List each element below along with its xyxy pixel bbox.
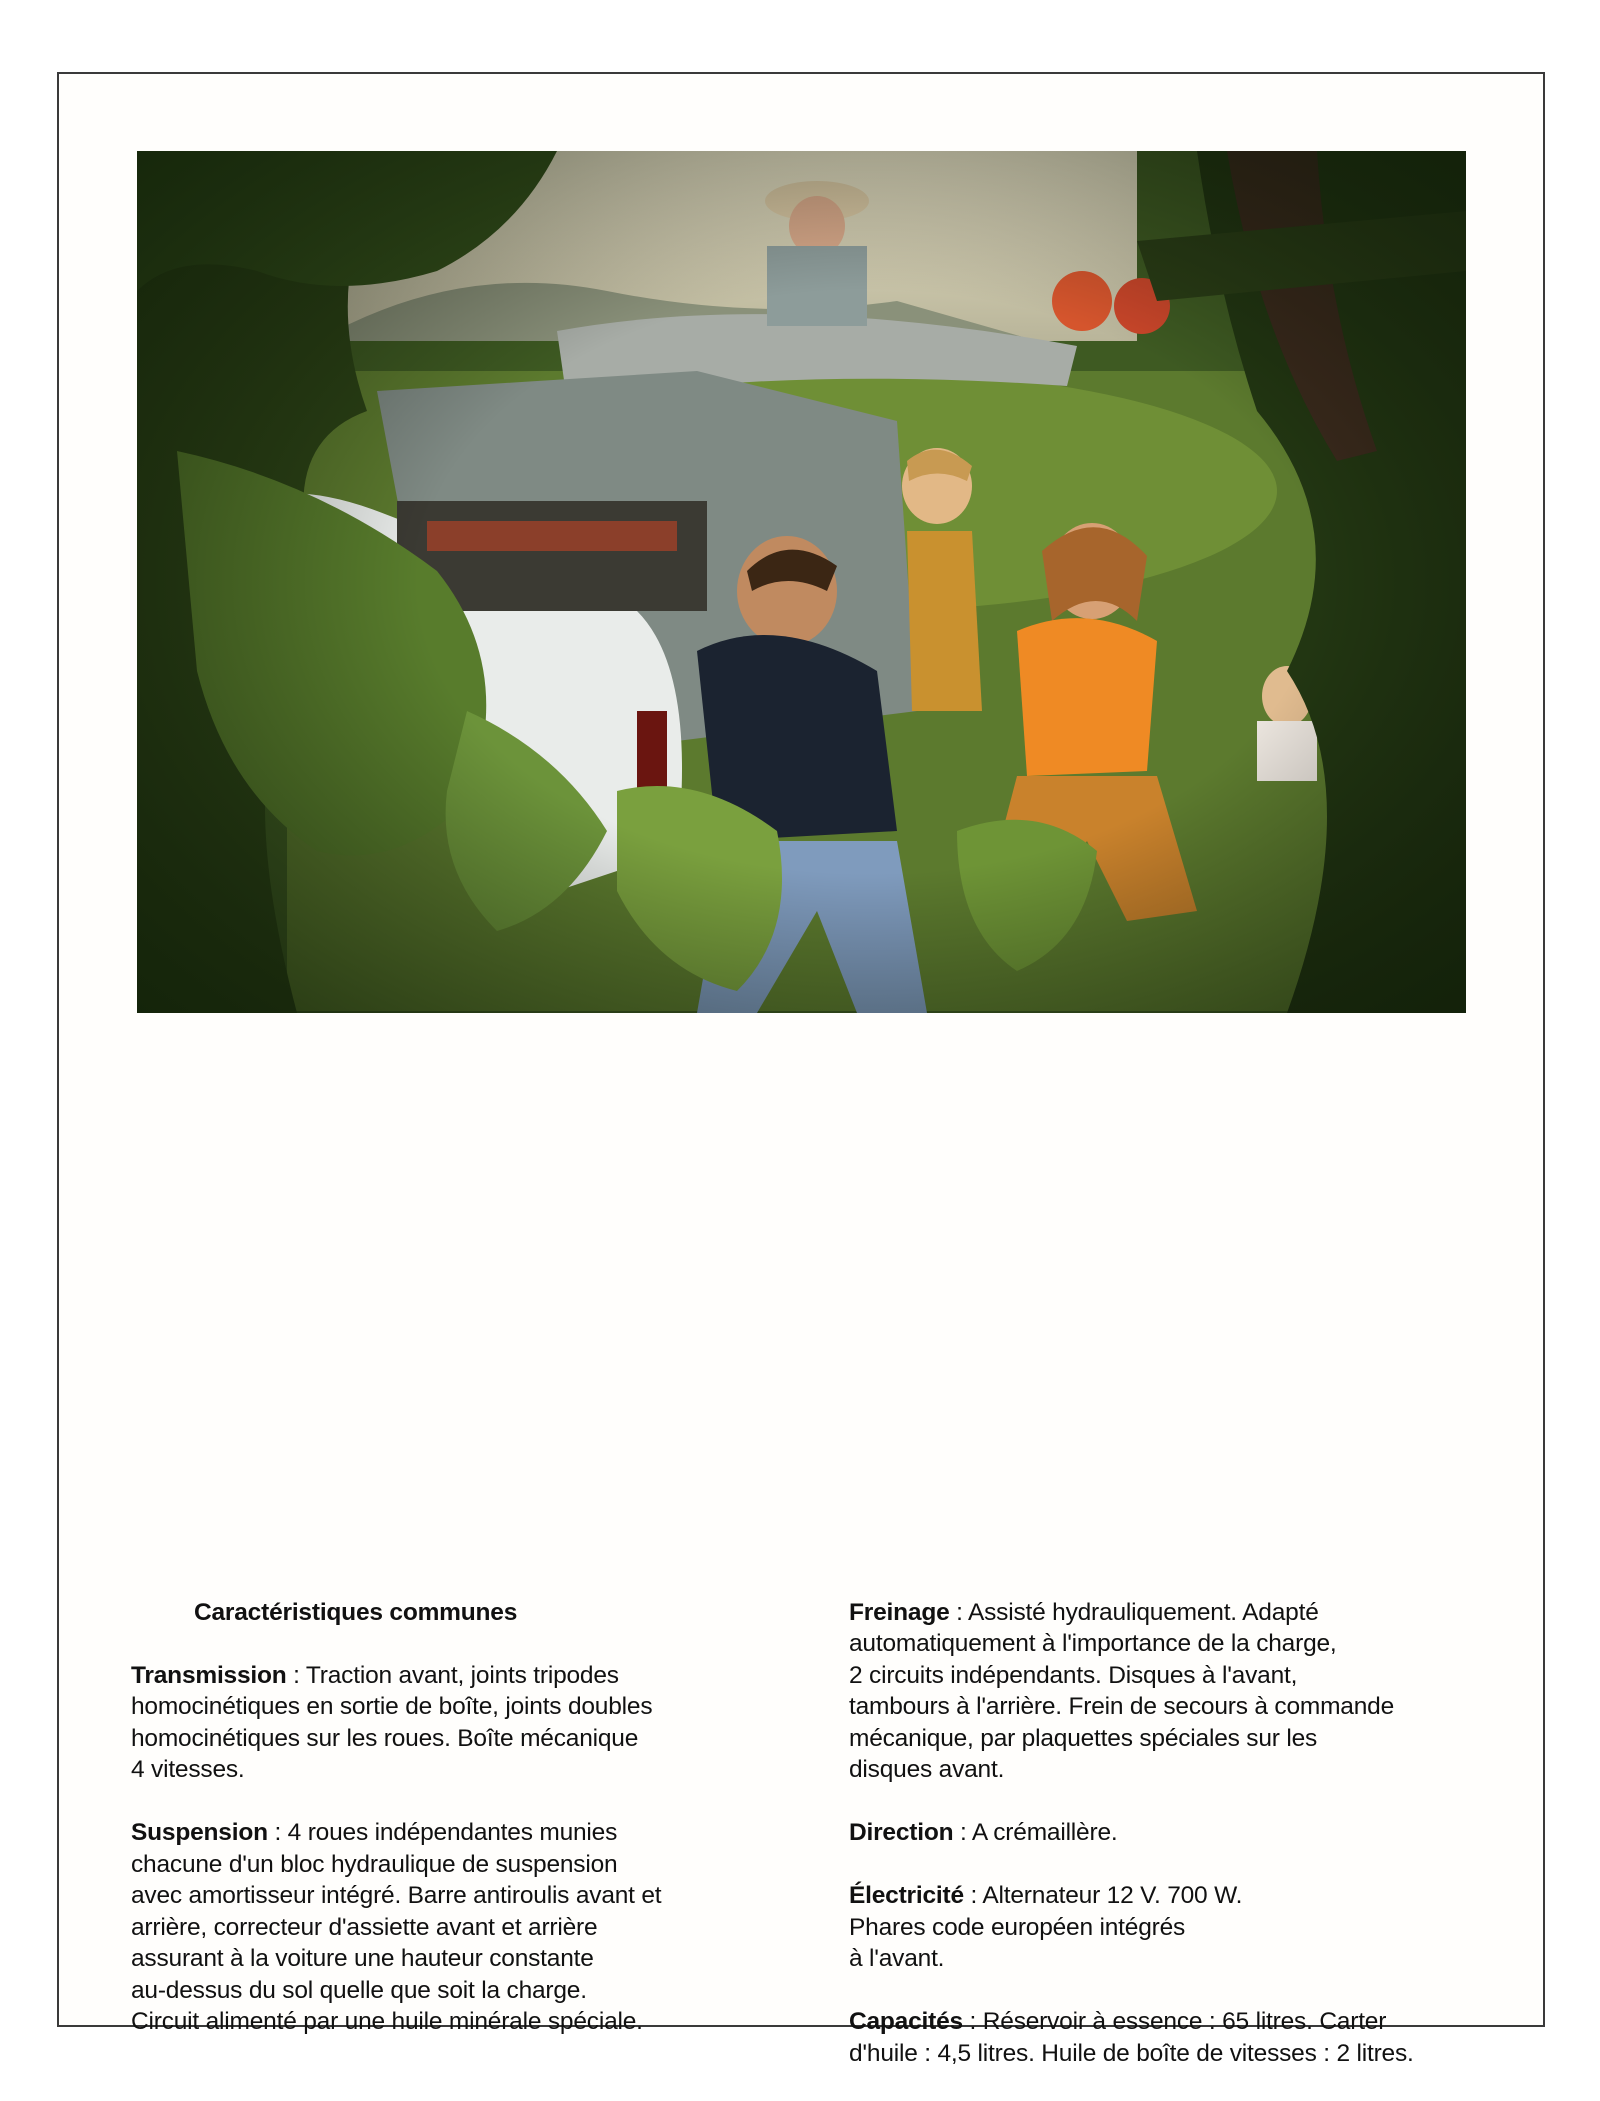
spec-direction — [849, 1817, 1499, 1849]
spec-text: : Alternateur 12 V. 700 W. Phares code européen intégrés à l'avant. — [849, 1882, 1243, 1972]
photo-illustration — [137, 151, 1466, 1013]
spec-term: Capacités — [849, 2008, 963, 2035]
spec-text: : A crémaillère. — [953, 1819, 1118, 1846]
spec-text: : Traction avant, joints tripodes homocinétiques en sortie de boîte, joints doubles homocinétiques sur les roues. Boîte mécanique 4 vitesses. — [131, 1661, 653, 1783]
spec-term: Direction — [849, 1819, 954, 1846]
spec-freinage — [849, 1597, 1499, 1786]
spec-electricite — [849, 1880, 1499, 1975]
spec-term: Électricité — [849, 1882, 964, 1909]
specs-left-column — [131, 1565, 771, 2069]
spec-text: : 4 roues indépendantes munies chacune d'un bloc hydraulique de suspension avec amortisseur intégré. Barre antiroulis avant et arrière, correcteur d'assiette avant et arrière assurant à la voiture une hauteur constante au-dessus du sol quelle que soit la charge. Circuit alimenté par une huile minérale spéciale. — [131, 1819, 662, 2035]
spec-capacites — [849, 2006, 1499, 2069]
spec-text: : Réservoir à essence : 65 litres. Carter d'huile : 4,5 litres. Huile de boîte de vitesses : 2 litres. — [849, 2008, 1414, 2067]
spec-suspension — [131, 1817, 771, 2038]
spec-text: : Assisté hydrauliquement. Adapté automatiquement à l'importance de la charge, 2 circuits indépendants. Disques à l'avant, tambours à l'arrière. Frein de secours à commande mécanique, par plaquettes spéciales sur les disques avant. — [849, 1598, 1395, 1783]
specs-heading: Caractéristiques communes — [194, 1598, 518, 1626]
spec-term: Freinage — [849, 1598, 950, 1626]
spec-term: Suspension — [131, 1819, 268, 1846]
specs-right-column — [849, 1565, 1499, 2101]
spec-term: Transmission — [131, 1661, 287, 1689]
spec-transmission — [131, 1660, 771, 1786]
family-car-photo — [137, 151, 1466, 1013]
